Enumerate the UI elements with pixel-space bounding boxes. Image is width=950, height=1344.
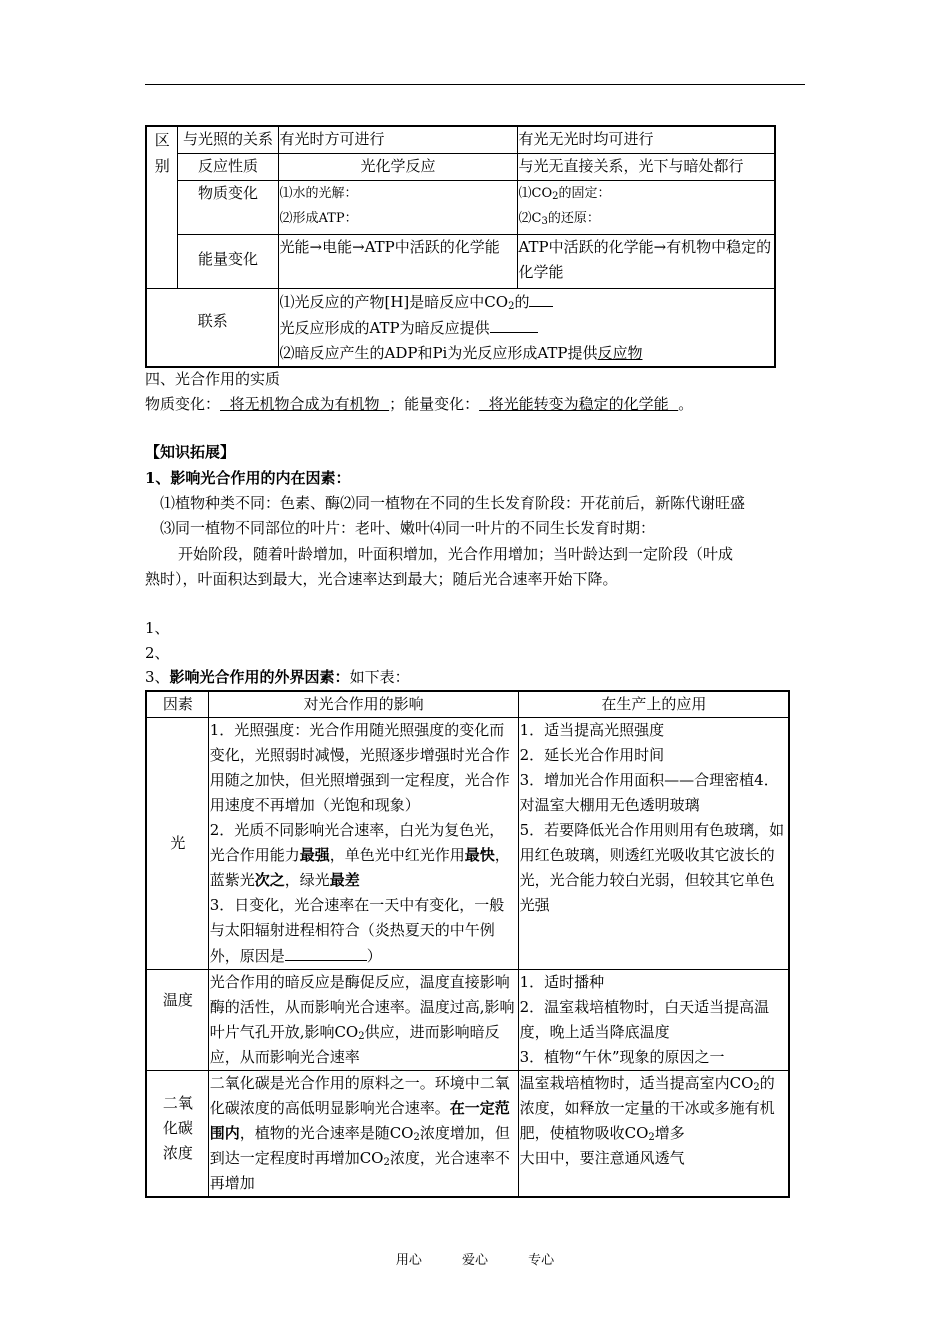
dark-cell <box>517 180 775 234</box>
bold-text: 最快 <box>464 846 495 864</box>
application-cell <box>518 718 789 970</box>
text: 光合作用的暗反应是酶促反应，温度直接影响酶的活性，从而影响光合速率。温度过高,影响叶片气孔开放,影响CO <box>209 973 515 1041</box>
factor-cell: 温度 <box>146 970 208 1071</box>
text: 3．日变化，光合速率在一天中有变化，一般与太阳辐射进程相符合（炎热夏天的中午例外，原因是 <box>209 896 505 965</box>
light-cell: 光能→电能→ATP中活跃的化学能 <box>278 234 517 288</box>
row-label: 物质变化 <box>177 180 278 234</box>
effect-cell <box>208 1071 518 1198</box>
fill-blank <box>285 943 367 961</box>
text: ⑵C <box>518 210 542 226</box>
list-item <box>145 665 410 690</box>
text: 如下表： <box>349 668 410 686</box>
subscript: 2 <box>383 1157 390 1168</box>
text: ⑵暗反应产生的ADP和Pi为光反应形成ATP提供 <box>279 343 598 362</box>
paragraph: ⑶同一植物不同部位的叶片：老叶、嫩叶⑷同一叶片的不同生长发育时期： <box>160 519 656 537</box>
text: 。 <box>678 395 694 413</box>
table-row <box>146 970 789 1071</box>
table-row <box>146 126 775 153</box>
dark-cell: 有光无光时均可进行 <box>517 126 775 153</box>
dark-line-1 <box>519 181 775 206</box>
effect-2 <box>210 818 518 893</box>
light-line-1: ⑴水的光解： <box>279 185 358 201</box>
header-cell: 对光合作用的影响 <box>208 691 518 718</box>
fill-blank <box>490 315 538 333</box>
subscript: 2 <box>508 300 515 312</box>
page-footer <box>0 1249 950 1268</box>
table-row <box>146 718 789 970</box>
table-header-row <box>146 691 789 718</box>
effect-3 <box>210 893 518 969</box>
subscript: 2 <box>648 1132 655 1143</box>
row-label: 能量变化 <box>177 234 278 288</box>
factor-cell: 光 <box>146 718 208 970</box>
row-label: 反应性质 <box>177 153 278 180</box>
lianxi-label: 联系 <box>146 288 278 367</box>
bold-text: 最强 <box>299 846 330 864</box>
text: 的还原： <box>547 210 600 226</box>
application-2: 大田中，要注意通风透气 <box>519 1149 685 1167</box>
footer-word: 用心 <box>395 1253 422 1268</box>
qubie-cell <box>146 126 177 288</box>
text: ⑴CO <box>518 185 553 201</box>
text: 物质变化： <box>145 395 221 413</box>
text: ，植物的光合速率是随CO <box>239 1124 414 1142</box>
factor-line: 化碳 <box>162 1119 193 1137</box>
header-cell: 在生产上的应用 <box>518 691 789 718</box>
text: 二氧化碳是光合作用的原料之一。环境中二氧化碳浓度的高低明显影响光合速率。 <box>209 1074 510 1117</box>
text: 2．光质不同影响光合速率，白光为复色光，光合作用能力 <box>209 821 505 864</box>
table-row <box>146 153 775 180</box>
light-line-2: ⑵形成ATP： <box>279 210 358 226</box>
header-cell: 因素 <box>146 691 208 718</box>
text: ） <box>366 947 382 965</box>
external-factors-table <box>145 690 790 1198</box>
footer-word: 专心 <box>528 1253 555 1268</box>
table-row <box>146 288 775 367</box>
application-3: 3．植物“午休”现象的原因之一 <box>519 1048 725 1066</box>
section-title: 四、光合作用的实质 <box>145 370 281 388</box>
factor-line: 二氧 <box>162 1094 193 1112</box>
row-label: 与光照的关系 <box>177 126 278 153</box>
table-row <box>146 1071 789 1198</box>
text: 3、 <box>145 668 170 686</box>
list-item: 1、 <box>145 619 170 637</box>
underlined-answer: 将无机物合成为有机物 <box>220 395 390 413</box>
internal-factors-heading: 1、影响光合作用的内在因素： <box>145 469 351 487</box>
subscript: 3 <box>541 215 548 227</box>
text: 的 <box>514 292 530 311</box>
application-3: 3．增加光合作用面积——合理密植4．对温室大棚用无色透明玻璃 <box>519 771 779 814</box>
light-cell: 有光时方可进行 <box>278 126 517 153</box>
application-cell <box>518 970 789 1071</box>
paragraph: ⑴植物种类不同：色素、酶⑵同一植物在不同的生长发育阶段：开花前后，新陈代谢旺盛 <box>160 494 746 512</box>
application-cell <box>518 1071 789 1198</box>
text: 供应，进而影响暗反应，从而影响光合速率 <box>209 1023 500 1066</box>
lianxi-line-2 <box>280 315 775 341</box>
subscript: 2 <box>552 190 559 202</box>
light-cell <box>278 180 517 234</box>
underlined-answer: 将光能转变为稳定的化学能 <box>479 395 679 413</box>
bold-text: 最差 <box>329 871 360 889</box>
table-row <box>146 234 775 288</box>
factor-line: 浓度 <box>162 1144 193 1162</box>
list-item: 2、 <box>145 644 170 662</box>
text: 增多 <box>654 1124 685 1142</box>
text: ，蓝紫光 <box>209 846 510 889</box>
text: 浓度，光合速率不再增加 <box>209 1149 510 1192</box>
dark-line-2 <box>519 206 775 231</box>
lianxi-cell <box>278 288 775 367</box>
dark-cell: 与光无直接关系，光下与暗处都行 <box>517 153 775 180</box>
application-2: 2．温室栽培植物时，白天适当提高温度，晚上适当降底温度 <box>519 998 770 1041</box>
underlined-answer: 反应物 <box>597 343 643 362</box>
bold-text: 在一定范围内 <box>209 1099 510 1142</box>
subscript: 2 <box>753 1082 760 1093</box>
text: ，绿光 <box>284 871 330 889</box>
application-2: 2．延长光合作用时间 <box>519 746 665 764</box>
application-1: 1．适时播种 <box>519 973 605 991</box>
paragraph: 开始阶段，随着叶龄增加，叶面积增加，光合作用增加；当叶龄达到一定阶段（叶成 <box>178 545 734 563</box>
application-5: 5．若要降低光合作用则用有色玻璃，如用红色玻璃，则透红光吸收其它波长的光，光合能力较白光弱，但较其它单色光强 <box>519 821 785 914</box>
text: 光反应形成的ATP为暗反应提供 <box>279 318 490 337</box>
factor-cell <box>146 1071 208 1198</box>
application-1 <box>520 1071 788 1146</box>
section-essence-line <box>145 392 693 417</box>
footer-word: 爱心 <box>461 1253 488 1268</box>
lianxi-line-1 <box>280 289 775 315</box>
qubie-label: 区别 <box>154 131 170 175</box>
effect-cell <box>208 718 518 970</box>
subscript: 2 <box>358 1031 365 1042</box>
text: 浓度增加，但到达一定程度时再增加CO <box>209 1124 510 1167</box>
text: ，单色光中红光作用 <box>329 846 465 864</box>
text: ；能量变化： <box>389 395 480 413</box>
dark-cell: ATP中活跃的化学能→有机物中稳定的化学能 <box>517 234 775 288</box>
effect-1: 1．光照强度：光合作用随光照强度的变化而变化，光照弱时减慢，光照逐步增强时光合作用随之加快，但光照增强到一定程度，光合作用速度不再增加（光饱和现象） <box>209 721 510 814</box>
text: ⑴光反应的产物[H]是暗反应中CO <box>279 292 509 311</box>
bold-text: 次之 <box>254 871 285 889</box>
text: 的固定： <box>558 185 611 201</box>
lianxi-line-3 <box>280 341 775 366</box>
header-rule <box>145 84 805 85</box>
text: 的浓度，如释放一定量的干冰或多施有机肥，使植物吸收CO <box>519 1074 775 1142</box>
paragraph: 熟时），叶面积达到最大，光合速率达到最大；随后光合速率开始下降。 <box>145 570 618 588</box>
light-cell: 光化学反应 <box>278 153 517 180</box>
effect-cell <box>208 970 518 1071</box>
bold-text: 影响光合作用的外界因素： <box>169 668 350 686</box>
table-row <box>146 180 775 234</box>
subscript: 2 <box>413 1132 420 1143</box>
fill-blank <box>529 289 553 307</box>
reaction-comparison-table <box>145 125 776 368</box>
knowledge-heading: 【知识拓展】 <box>145 443 236 461</box>
text: 温室栽培植物时，适当提高室内CO <box>519 1074 754 1092</box>
application-1: 1．适当提高光照强度 <box>519 721 665 739</box>
